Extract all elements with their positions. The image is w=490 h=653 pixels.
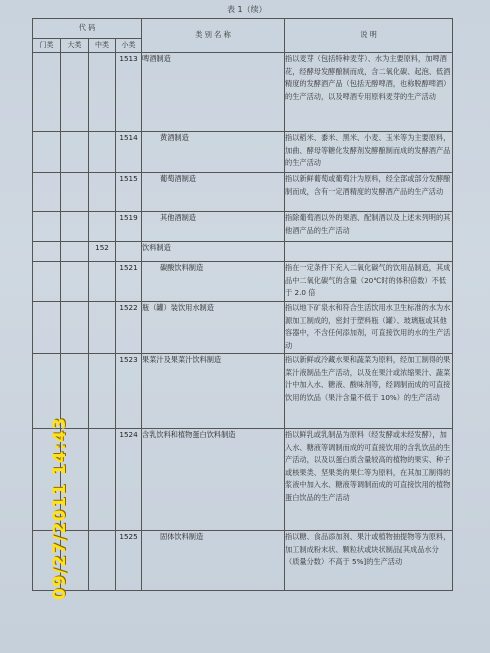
minor-cell: 1519 <box>116 212 142 242</box>
major-cell <box>61 173 89 212</box>
medium-cell <box>89 302 116 354</box>
category-header: 门类 <box>33 39 61 53</box>
category-cell <box>33 173 61 212</box>
minor-cell: 1522 <box>116 302 142 354</box>
category-cell <box>33 212 61 242</box>
name-cell: 啤酒制造 <box>142 53 285 132</box>
category-cell <box>33 262 61 302</box>
minor-cell: 1524 <box>116 429 142 531</box>
medium-cell <box>89 262 116 302</box>
category-cell <box>33 242 61 262</box>
minor-cell: 1515 <box>116 173 142 212</box>
table-row <box>33 531 453 591</box>
description-cell: 指除葡萄酒以外的果酒、配制酒以及上述未列明的其他酒产品的生产活动 <box>285 212 453 242</box>
name-cell: 果菜汁及果菜汁饮料制造 <box>142 354 285 429</box>
description-cell: 指以糖、食品添加剂、果汁或植物抽提物等为原料，加工制成粉末状、颗粒状或块状制品[其成品水分（质量分数）不高于 5%]的生产活动 <box>285 531 453 591</box>
table-row <box>33 242 453 262</box>
major-cell <box>61 132 89 173</box>
category-cell <box>33 53 61 132</box>
medium-cell <box>89 531 116 591</box>
name-cell: 葡萄酒制造 <box>142 173 285 212</box>
name-cell: 饮料制造 <box>142 242 285 262</box>
name-header: 类 别 名 称 <box>142 19 285 53</box>
major-cell <box>61 302 89 354</box>
table-row <box>33 212 453 242</box>
medium-cell <box>89 132 116 173</box>
category-cell <box>33 132 61 173</box>
minor-cell: 1525 <box>116 531 142 591</box>
description-cell: 指以麦芽（包括特种麦芽）、水为主要原料，加啤酒花，经酵母发酵酿制而成，含二氧化碳、起泡、低酒精度的发酵酒产品（包括无醇啤酒，也称脱醇啤酒）的生产活动，以及啤酒专用原料麦芽的生产活动 <box>285 53 453 132</box>
table-row <box>33 429 453 531</box>
table-row <box>33 262 453 302</box>
description-cell: 指以新鲜或冷藏水果和蔬菜为原料，经加工制得的果菜汁液制品生产活动，以及在果汁或浓缩果汁、蔬菜汁中加入水、糖液、酸味剂等，经调制而成的可直接饮用的饮品（果汁含量不低于 10%）的生产活动 <box>285 354 453 429</box>
name-cell: 含乳饮料和植物蛋白饮料制造 <box>142 429 285 531</box>
name-cell: 瓶（罐）装饮用水制造 <box>142 302 285 354</box>
medium-cell <box>89 212 116 242</box>
minor-cell: 1513 <box>116 53 142 132</box>
table-row <box>33 354 453 429</box>
medium-cell <box>89 173 116 212</box>
major-cell <box>61 212 89 242</box>
minor-cell: 1521 <box>116 262 142 302</box>
medium-header: 中类 <box>89 39 116 53</box>
medium-cell <box>89 354 116 429</box>
name-cell: 碳酸饮料制造 <box>142 262 285 302</box>
description-cell: 指以鲜乳或乳制品为原料（经发酵或未经发酵），加入水、糖液等调制而成的可直接饮用的含乳饮品的生产活动，以及以蛋白质含量较高的植物的果实、种子或核果类、坚果类的果仁等为原料，在其加工制得的浆液中加入水、糖液等调制而成的可直接饮用的植物蛋白饮品的生产活动 <box>285 429 453 531</box>
medium-cell <box>89 429 116 531</box>
description-cell: 指以地下矿泉水和符合生活饮用水卫生标准的水为水源加工制成的，密封于塑料瓶（罐）、玻璃瓶或其他容器中，不含任何添加剂，可直接饮用的水的生产活动 <box>285 302 453 354</box>
description-cell: 指在一定条件下充入二氧化碳气的饮用品制造，其成品中二氧化碳气的含量（20℃时的体积倍数）不低于 2.0 倍 <box>285 262 453 302</box>
major-header: 大类 <box>61 39 89 53</box>
name-cell: 黄酒制造 <box>142 132 285 173</box>
minor-cell <box>116 242 142 262</box>
table-row <box>33 302 453 354</box>
page-title: 表 1（续） <box>227 5 267 14</box>
minor-cell: 1523 <box>116 354 142 429</box>
table-row <box>33 53 453 132</box>
category-cell <box>33 302 61 354</box>
medium-cell: 152 <box>89 242 116 262</box>
medium-cell <box>89 53 116 132</box>
minor-header: 小类 <box>116 39 142 53</box>
minor-cell: 1514 <box>116 132 142 173</box>
code-header: 代 码 <box>33 19 142 39</box>
major-cell <box>61 262 89 302</box>
description-cell <box>285 242 453 262</box>
description-cell: 指以新鲜葡萄或葡萄汁为原料，经全部或部分发酵酿制而成，含有一定酒精度的发酵酒产品的生产活动 <box>285 173 453 212</box>
description-header: 说 明 <box>285 19 453 53</box>
table-row <box>33 173 453 212</box>
table-row <box>33 132 453 173</box>
major-cell <box>61 53 89 132</box>
name-cell: 其他酒制造 <box>142 212 285 242</box>
classification-table <box>32 18 453 591</box>
major-cell <box>61 242 89 262</box>
description-cell: 指以稻米、黍米、黑米、小麦、玉米等为主要原料，加曲、酵母等糖化发酵剂发酵酿制而成的发酵酒产品的生产活动 <box>285 132 453 173</box>
name-cell: 固体饮料制造 <box>142 531 285 591</box>
photo-timestamp: 09/27/2011 14:43 <box>50 416 70 600</box>
